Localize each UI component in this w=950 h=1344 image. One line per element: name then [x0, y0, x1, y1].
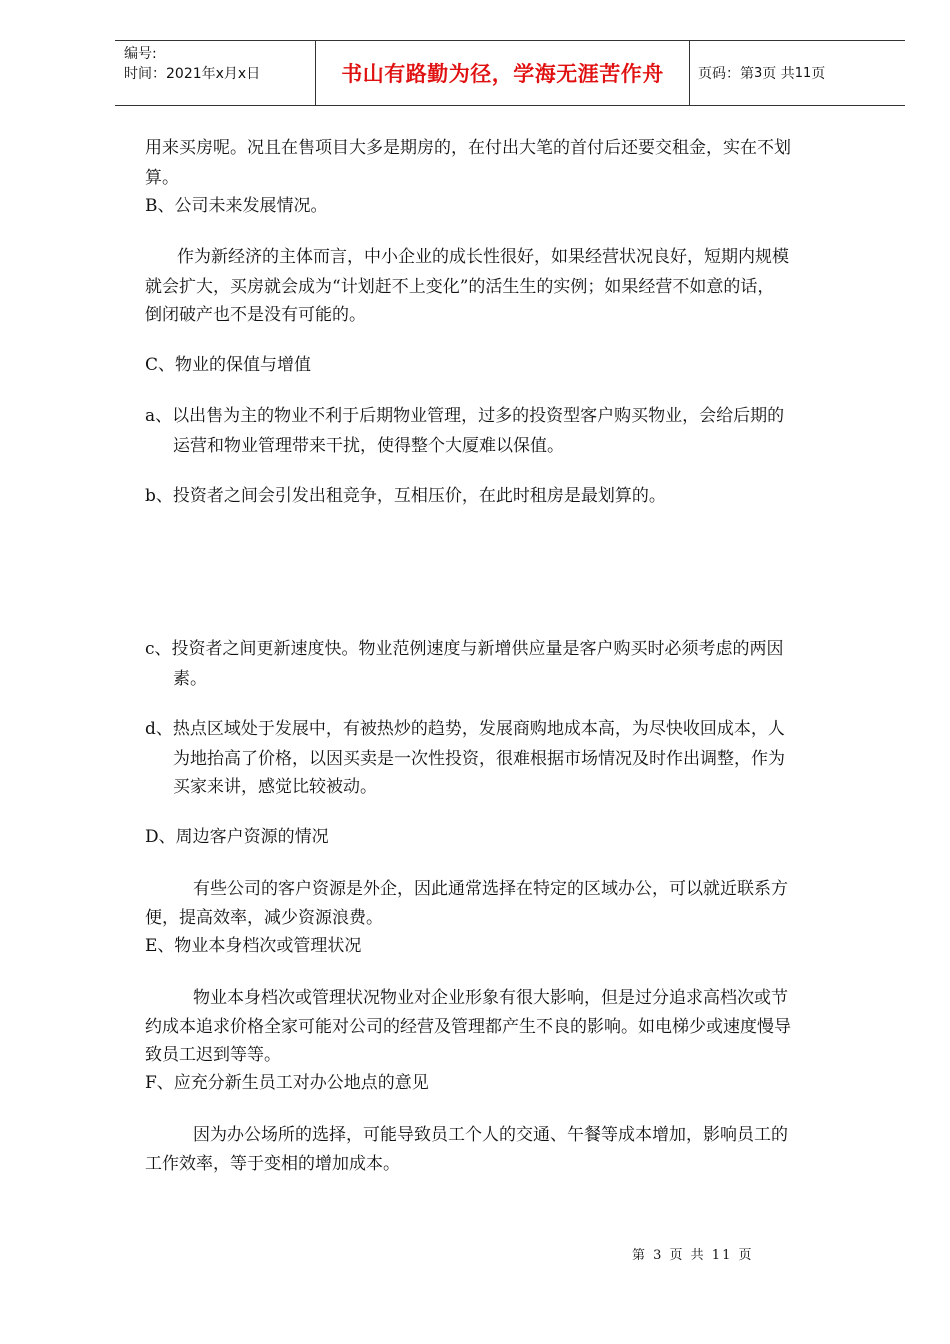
- page-footer: 第 3 页 共 11 页: [632, 1248, 754, 1263]
- header-page-number: [690, 41, 905, 105]
- number-label: 编号:: [124, 46, 157, 62]
- page-prefix: 页码：第: [698, 66, 754, 82]
- text-line: 工作效率，等于变相的增加成本。: [145, 1154, 400, 1174]
- page-suffix: 页: [811, 66, 826, 82]
- section-heading-b: B、公司未来发展情况。: [145, 196, 328, 216]
- list-item-a: a、以出售为主的物业不利于后期物业管理，过多的投资型客户购买物业，会给后期的: [145, 406, 785, 426]
- time-label: 时间：2021年x月x日: [124, 66, 261, 82]
- text-line: 作为新经济的主体而言，中小企业的成长性很好，如果经营状况良好，短期内规模: [177, 247, 789, 267]
- text-line: 致员工迟到等等。: [145, 1045, 281, 1065]
- header-meta: [115, 41, 316, 105]
- document-header: [115, 40, 905, 106]
- text-line: 买家来讲，感觉比较被动。: [173, 777, 377, 797]
- text-line: 因为办公场所的选择，可能导致员工个人的交通、午餐等成本增加，影响员工的: [193, 1125, 788, 1145]
- text-line: 算。: [145, 168, 179, 188]
- list-item-b: b、投资者之间会引发出租竞争，互相压价，在此时租房是最划算的。: [145, 486, 666, 506]
- list-item-d: d、热点区域处于发展中，有被热炒的趋势，发展商购地成本高，为尽快收回成本，人: [145, 719, 785, 739]
- text-line: 倒闭破产也不是没有可能的。: [145, 305, 366, 325]
- section-heading-f: F、应充分新生员工对办公地点的意见: [145, 1073, 429, 1093]
- text-line: 就会扩大，买房就会成为“计划赶不上变化”的活生生的实例；如果经营不如意的话，: [145, 277, 775, 297]
- section-heading-e: E、物业本身档次或管理状况: [145, 936, 362, 956]
- page-total: 11: [794, 65, 812, 81]
- text-line: 运营和物业管理带来干扰，使得整个大厦难以保值。: [173, 436, 564, 456]
- text-line: 约成本追求价格全家可能对公司的经营及管理都产生不良的影响。如电梯少或速度慢导: [145, 1017, 791, 1037]
- text-line: 有些公司的客户资源是外企，因此通常选择在特定的区域办公，可以就近联系方: [193, 879, 788, 899]
- header-motto: 书山有路勤为径，学海无涯苦作舟: [316, 41, 690, 105]
- text-line: 用来买房呢。况且在售项目大多是期房的，在付出大笔的首付后还要交租金，实在不划: [145, 138, 791, 158]
- page-mid: 页 共: [762, 66, 795, 82]
- text-line: 为地抬高了价格，以因买卖是一次性投资，很难根据市场情况及时作出调整，作为: [173, 749, 785, 769]
- section-heading-d: D、周边客户资源的情况: [145, 827, 329, 847]
- page-current: 3: [754, 65, 763, 81]
- list-item-c: c、投资者之间更新速度快。物业范例速度与新增供应量是客户购买时必须考虑的两因: [145, 639, 784, 659]
- section-heading-c: C、物业的保值与增值: [145, 355, 312, 375]
- text-line: 物业本身档次或管理状况物业对企业形象有很大影响，但是过分追求高档次或节: [193, 988, 788, 1008]
- text-line: 便，提高效率，减少资源浪费。: [145, 908, 383, 928]
- text-line: 素。: [173, 669, 207, 689]
